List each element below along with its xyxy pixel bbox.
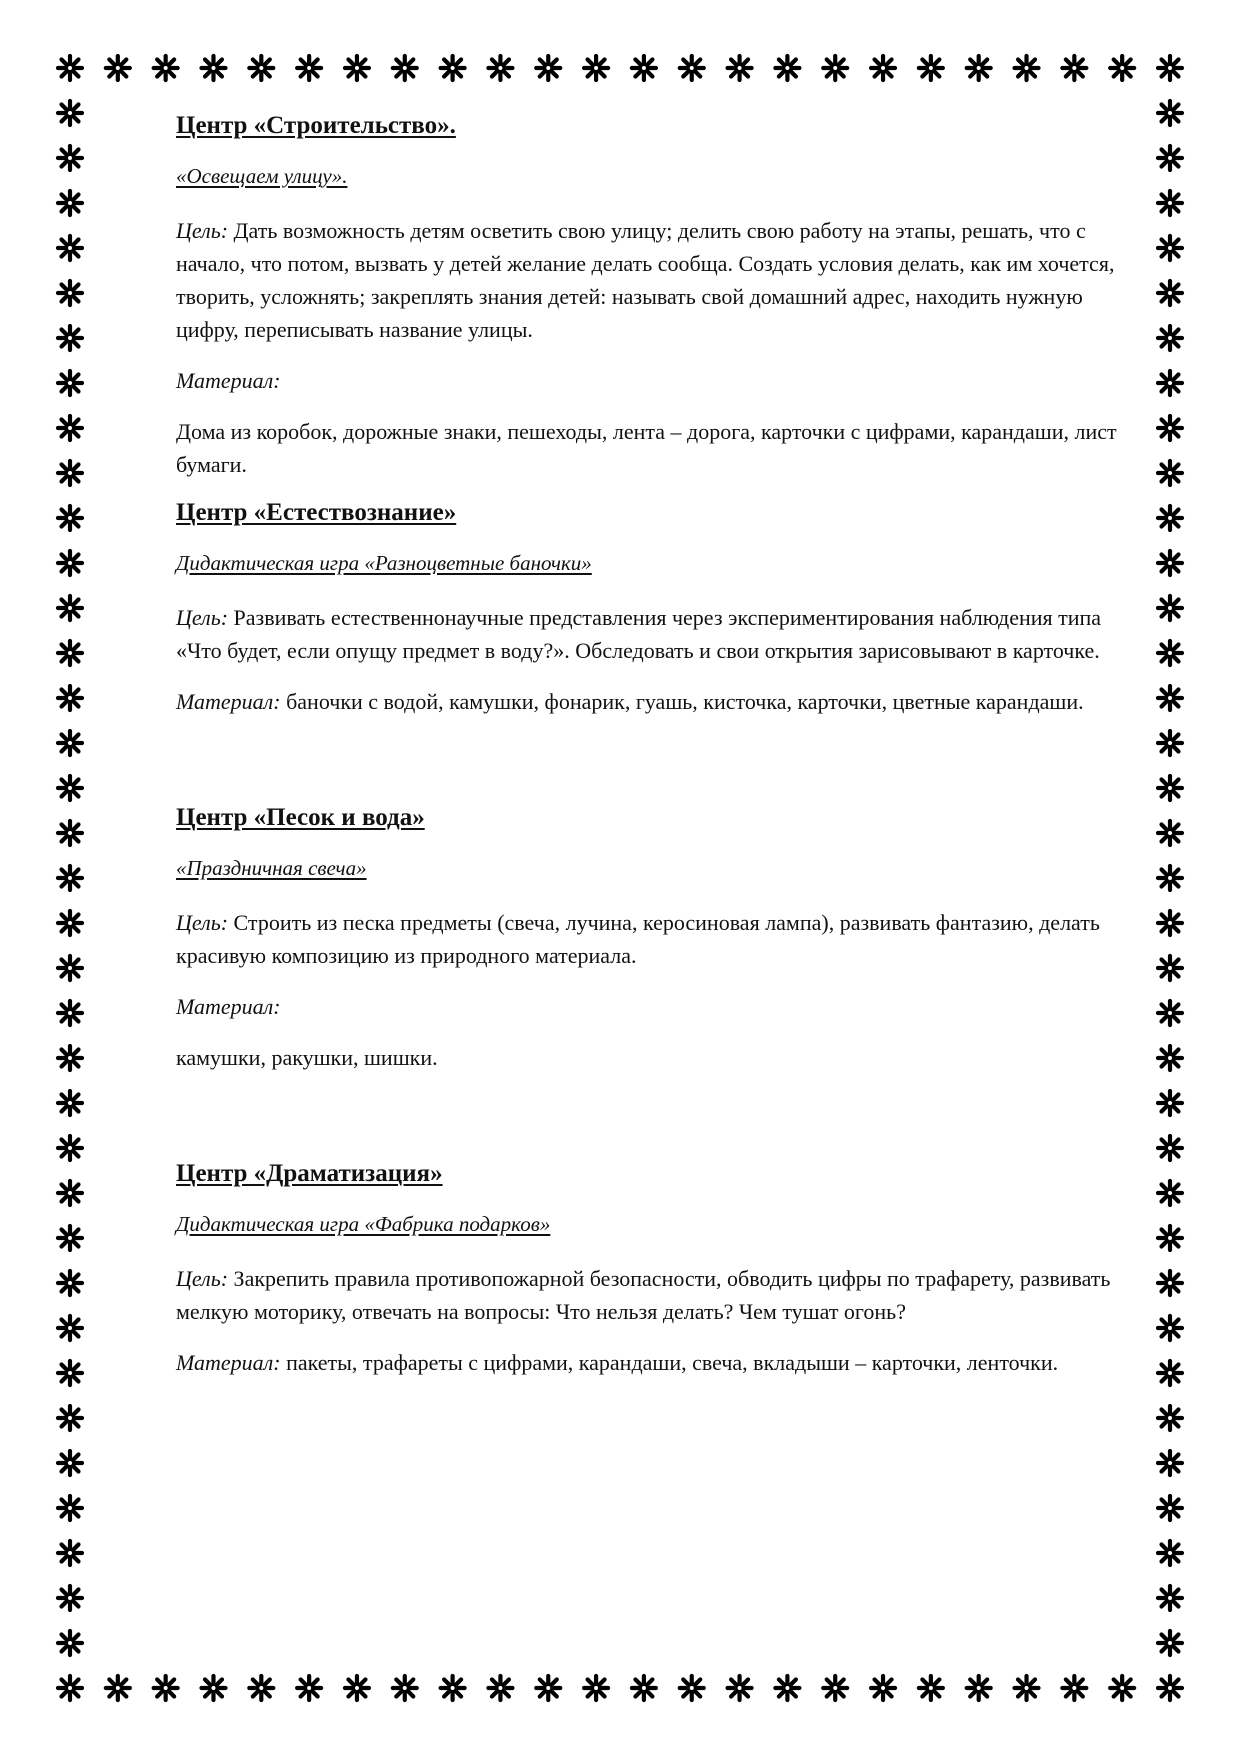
flower-ornament-icon	[1158, 1406, 1182, 1430]
flower-ornament-icon	[58, 731, 82, 755]
section-heading: Центр «Естествознание»	[176, 499, 457, 526]
flower-ornament-icon	[58, 1496, 82, 1520]
section-heading: Центр «Песок и вода»	[176, 804, 425, 831]
flower-ornament-icon	[58, 1226, 82, 1250]
material-text: камушки, ракушки, шишки.	[176, 1045, 438, 1070]
flower-ornament-icon	[967, 56, 991, 80]
flower-ornament-icon	[1062, 1676, 1086, 1700]
flower-ornament-icon	[1158, 596, 1182, 620]
flower-ornament-icon	[1158, 866, 1182, 890]
flower-ornament-icon	[1158, 191, 1182, 215]
material-label: Материал:	[176, 1350, 281, 1375]
flower-ornament-icon	[58, 506, 82, 530]
flower-ornament-icon	[58, 1676, 82, 1700]
goal-paragraph	[176, 906, 1151, 972]
flower-ornament-icon	[58, 551, 82, 575]
flower-ornament-icon	[58, 1541, 82, 1565]
flower-ornament-icon	[823, 1676, 847, 1700]
flower-ornament-icon	[1110, 1676, 1134, 1700]
flower-ornament-icon	[297, 56, 321, 80]
flower-ornament-icon	[584, 1676, 608, 1700]
flower-ornament-icon	[393, 1676, 417, 1700]
flower-ornament-icon	[1158, 146, 1182, 170]
flower-ornament-icon	[441, 56, 465, 80]
flower-ornament-icon	[58, 1271, 82, 1295]
flower-ornament-icon	[1158, 911, 1182, 935]
flower-ornament-icon	[1158, 506, 1182, 530]
flower-ornament-icon	[823, 56, 847, 80]
goal-paragraph	[176, 1262, 1151, 1328]
flower-ornament-icon	[58, 56, 82, 80]
flower-ornament-icon	[1158, 101, 1182, 125]
flower-ornament-icon	[345, 56, 369, 80]
flower-ornament-icon	[58, 1361, 82, 1385]
flower-ornament-icon	[58, 641, 82, 665]
flower-ornament-icon	[58, 1586, 82, 1610]
flower-ornament-icon	[345, 1676, 369, 1700]
flower-ornament-icon	[584, 56, 608, 80]
spacer	[176, 736, 1151, 804]
flower-ornament-icon	[58, 1181, 82, 1205]
goal-text: Закрепить правила противопожарной безопасности, обводить цифры по трафарету, развивать мелкую моторику, отвечать на вопросы: Что нельзя делать? Чем тушат огонь?	[176, 1266, 1111, 1324]
section-construction	[176, 112, 1151, 481]
flower-ornament-icon	[58, 776, 82, 800]
flower-ornament-icon	[1158, 1541, 1182, 1565]
flower-ornament-icon	[58, 1316, 82, 1340]
flower-ornament-icon	[58, 1631, 82, 1655]
flower-ornament-icon	[1158, 641, 1182, 665]
material-paragraph	[176, 685, 1151, 718]
flower-ornament-icon	[1158, 371, 1182, 395]
flower-ornament-icon	[58, 101, 82, 125]
goal-label: Цель:	[176, 605, 229, 630]
flower-ornament-icon	[1062, 56, 1086, 80]
section-natural-science	[176, 499, 1151, 718]
flower-ornament-icon	[58, 236, 82, 260]
flower-ornament-icon	[58, 461, 82, 485]
goal-label: Цель:	[176, 218, 229, 243]
material-text: Дома из коробок, дорожные знаки, пешеходы, лента – дорога, карточки с цифрами, карандаши, лист бумаги.	[176, 419, 1117, 477]
flower-ornament-icon	[919, 1676, 943, 1700]
flower-ornament-icon	[1110, 56, 1134, 80]
flower-ornament-icon	[536, 56, 560, 80]
material-label: Материал:	[176, 994, 281, 1019]
goal-label: Цель:	[176, 910, 229, 935]
goal-paragraph	[176, 214, 1151, 346]
flower-ornament-icon	[58, 1046, 82, 1070]
section-dramatization	[176, 1160, 1151, 1379]
section-sand-water	[176, 804, 1151, 1074]
flower-ornament-icon	[58, 371, 82, 395]
flower-ornament-icon	[58, 956, 82, 980]
material-paragraph	[176, 1346, 1151, 1379]
flower-ornament-icon	[680, 1676, 704, 1700]
flower-ornament-icon	[1158, 56, 1182, 80]
material-text: баночки с водой, камушки, фонарик, гуашь, кисточка, карточки, цветные карандаши.	[280, 689, 1084, 714]
flower-ornament-icon	[106, 1676, 130, 1700]
flower-ornament-icon	[249, 56, 273, 80]
flower-ornament-icon	[1158, 1271, 1182, 1295]
section-heading: Центр «Строительство».	[176, 112, 456, 139]
flower-ornament-icon	[632, 56, 656, 80]
flower-ornament-icon	[58, 1091, 82, 1115]
goal-text: Строить из песка предметы (свеча, лучина, керосиновая лампа), развивать фантазию, делать красивую композицию из природного материала.	[176, 910, 1100, 968]
flower-ornament-icon	[1158, 1586, 1182, 1610]
flower-ornament-icon	[1158, 416, 1182, 440]
flower-ornament-icon	[536, 1676, 560, 1700]
flower-ornament-icon	[249, 1676, 273, 1700]
flower-ornament-icon	[58, 416, 82, 440]
flower-ornament-icon	[58, 1406, 82, 1430]
flower-ornament-icon	[1015, 1676, 1039, 1700]
flower-ornament-icon	[871, 56, 895, 80]
flower-ornament-icon	[728, 1676, 752, 1700]
flower-ornament-icon	[1158, 1496, 1182, 1520]
material-label: Материал:	[176, 368, 281, 393]
flower-ornament-icon	[871, 1676, 895, 1700]
flower-ornament-icon	[154, 56, 178, 80]
flower-ornament-icon	[201, 56, 225, 80]
flower-ornament-icon	[58, 911, 82, 935]
flower-ornament-icon	[1158, 236, 1182, 260]
section-subtitle: «Освещаем улицу».	[176, 164, 348, 188]
section-subtitle: Дидактическая игра «Фабрика подарков»	[176, 1212, 551, 1236]
flower-ornament-icon	[201, 1676, 225, 1700]
material-label: Материал:	[176, 689, 281, 714]
flower-ornament-icon	[1015, 56, 1039, 80]
flower-ornament-icon	[58, 596, 82, 620]
goal-label: Цель:	[176, 1266, 229, 1291]
flower-ornament-icon	[1158, 461, 1182, 485]
flower-ornament-icon	[58, 281, 82, 305]
document-page	[176, 112, 1151, 1397]
flower-ornament-icon	[488, 1676, 512, 1700]
section-subtitle: «Праздничная свеча»	[176, 856, 367, 880]
flower-ornament-icon	[1158, 686, 1182, 710]
flower-ornament-icon	[1158, 326, 1182, 350]
flower-ornament-icon	[154, 1676, 178, 1700]
spacer	[176, 1092, 1151, 1160]
flower-ornament-icon	[58, 1136, 82, 1160]
flower-ornament-icon	[393, 56, 417, 80]
flower-ornament-icon	[488, 56, 512, 80]
flower-ornament-icon	[58, 191, 82, 215]
goal-text: Дать возможность детям осветить свою улицу; делить свою работу на этапы, решать, что с начало, что потом, вызвать у детей желание делать сообща. Создать условия делать, как им хочется, творить, усложнять; закреплять знания детей: называть свой домашний адрес, находить нужную цифру, переписывать название улицы.	[176, 218, 1115, 342]
flower-ornament-icon	[1158, 1451, 1182, 1475]
goal-text: Развивать естественнонаучные представления через экспериментирования наблюдения типа «Что будет, если опущу предмет в воду?». Обследовать и свои открытия зарисовывают в карточке.	[176, 605, 1102, 663]
flower-ornament-icon	[58, 1001, 82, 1025]
flower-ornament-icon	[1158, 1136, 1182, 1160]
section-heading: Центр «Драматизация»	[176, 1160, 443, 1187]
flower-ornament-icon	[1158, 821, 1182, 845]
flower-ornament-icon	[728, 56, 752, 80]
flower-ornament-icon	[775, 1676, 799, 1700]
flower-ornament-icon	[680, 56, 704, 80]
goal-paragraph	[176, 601, 1151, 667]
flower-ornament-icon	[1158, 1676, 1182, 1700]
flower-ornament-icon	[1158, 1316, 1182, 1340]
flower-ornament-icon	[106, 56, 130, 80]
flower-ornament-icon	[967, 1676, 991, 1700]
flower-ornament-icon	[1158, 1091, 1182, 1115]
flower-ornament-icon	[1158, 731, 1182, 755]
flower-ornament-icon	[1158, 1631, 1182, 1655]
flower-ornament-icon	[1158, 1181, 1182, 1205]
flower-ornament-icon	[58, 326, 82, 350]
material-text: пакеты, трафареты с цифрами, карандаши, свеча, вкладыши – карточки, ленточки.	[280, 1350, 1059, 1375]
flower-ornament-icon	[58, 686, 82, 710]
flower-ornament-icon	[297, 1676, 321, 1700]
flower-ornament-icon	[1158, 1001, 1182, 1025]
flower-ornament-icon	[1158, 1046, 1182, 1070]
flower-ornament-icon	[775, 56, 799, 80]
flower-ornament-icon	[1158, 551, 1182, 575]
section-subtitle: Дидактическая игра «Разноцветные баночки»	[176, 551, 592, 575]
flower-ornament-icon	[58, 821, 82, 845]
flower-ornament-icon	[1158, 956, 1182, 980]
flower-ornament-icon	[58, 146, 82, 170]
flower-ornament-icon	[58, 1451, 82, 1475]
flower-ornament-icon	[1158, 1226, 1182, 1250]
flower-ornament-icon	[1158, 1361, 1182, 1385]
flower-ornament-icon	[441, 1676, 465, 1700]
flower-ornament-icon	[632, 1676, 656, 1700]
flower-ornament-icon	[919, 56, 943, 80]
flower-ornament-icon	[1158, 776, 1182, 800]
flower-ornament-icon	[58, 866, 82, 890]
flower-ornament-icon	[1158, 281, 1182, 305]
